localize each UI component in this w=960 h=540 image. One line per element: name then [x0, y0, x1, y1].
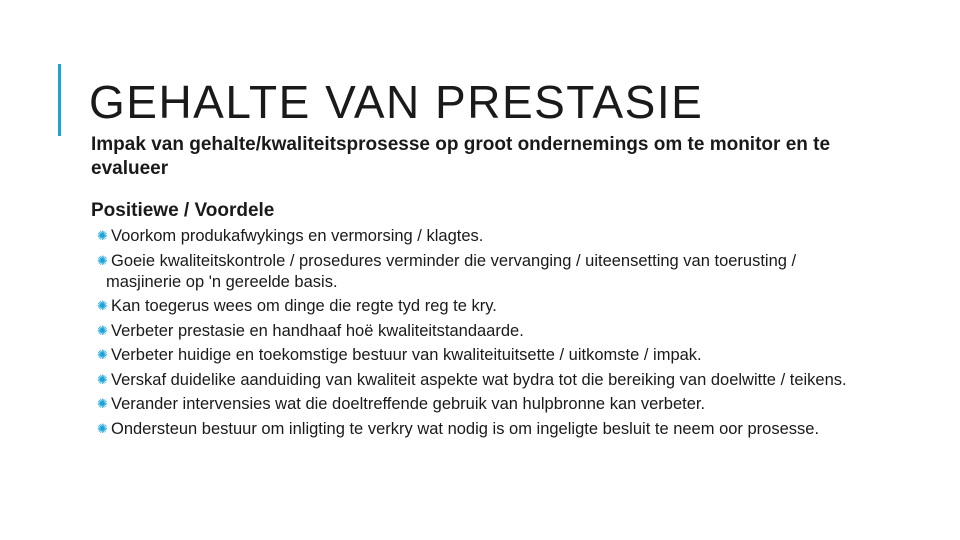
list-item: [97, 419, 867, 440]
list-item-text: Kan toegerus wees om dinge die regte tyd reg te kry.: [111, 297, 497, 315]
list-item-text: Verskaf duidelike aanduiding van kwaliteit aspekte wat bydra tot die bereiking van doelwitte / teikens.: [111, 370, 847, 389]
list-item: [97, 251, 867, 293]
asterisk-bullet-icon: ✺: [97, 299, 108, 314]
list-item-text: Goeie kwaliteitskontrole / prosedures verminder die vervanging / uiteensetting van toerusting / masjinerie op 'n gereelde basis.: [106, 251, 797, 291]
list-item-text: Verbeter huidige en toekomstige bestuur van kwaliteituitsette / uitkomste / impak.: [111, 346, 702, 364]
asterisk-bullet-icon: ✺: [97, 348, 108, 363]
list-item: [97, 394, 867, 415]
list-item: [97, 321, 867, 342]
list-item-text: Ondersteun bestuur om inligting te verkry wat nodig is om ingeligte besluit te neem oor prosesse.: [111, 419, 820, 438]
asterisk-bullet-icon: ✺: [97, 253, 108, 269]
slide-subtitle: Impak van gehalte/kwaliteitsprosesse op groot ondernemings om te monitor en te evalueer: [91, 134, 831, 179]
asterisk-bullet-icon: ✺: [97, 229, 108, 244]
list-item: [97, 226, 867, 247]
list-item-text: Voorkom produkafwykings en vermorsing / klagtes.: [111, 227, 484, 245]
asterisk-bullet-icon: ✺: [97, 397, 108, 412]
benefits-list: [97, 226, 867, 443]
list-item: [97, 345, 867, 366]
asterisk-bullet-icon: ✺: [97, 323, 108, 339]
section-heading: Positiewe / Voordele: [91, 200, 275, 221]
title-accent-bar: [58, 64, 61, 136]
asterisk-bullet-icon: ✺: [97, 372, 108, 388]
list-item-text: Verbeter prestasie en handhaaf hoë kwaliteitstandaarde.: [111, 321, 524, 340]
list-item: [97, 370, 867, 391]
list-item-text: Verander intervensies wat die doeltreffende gebruik van hulpbronne kan verbeter.: [111, 395, 706, 413]
asterisk-bullet-icon: ✺: [97, 421, 108, 437]
list-item: [97, 296, 867, 317]
slide-title: GEHALTE VAN PRESTASIE: [89, 76, 704, 128]
